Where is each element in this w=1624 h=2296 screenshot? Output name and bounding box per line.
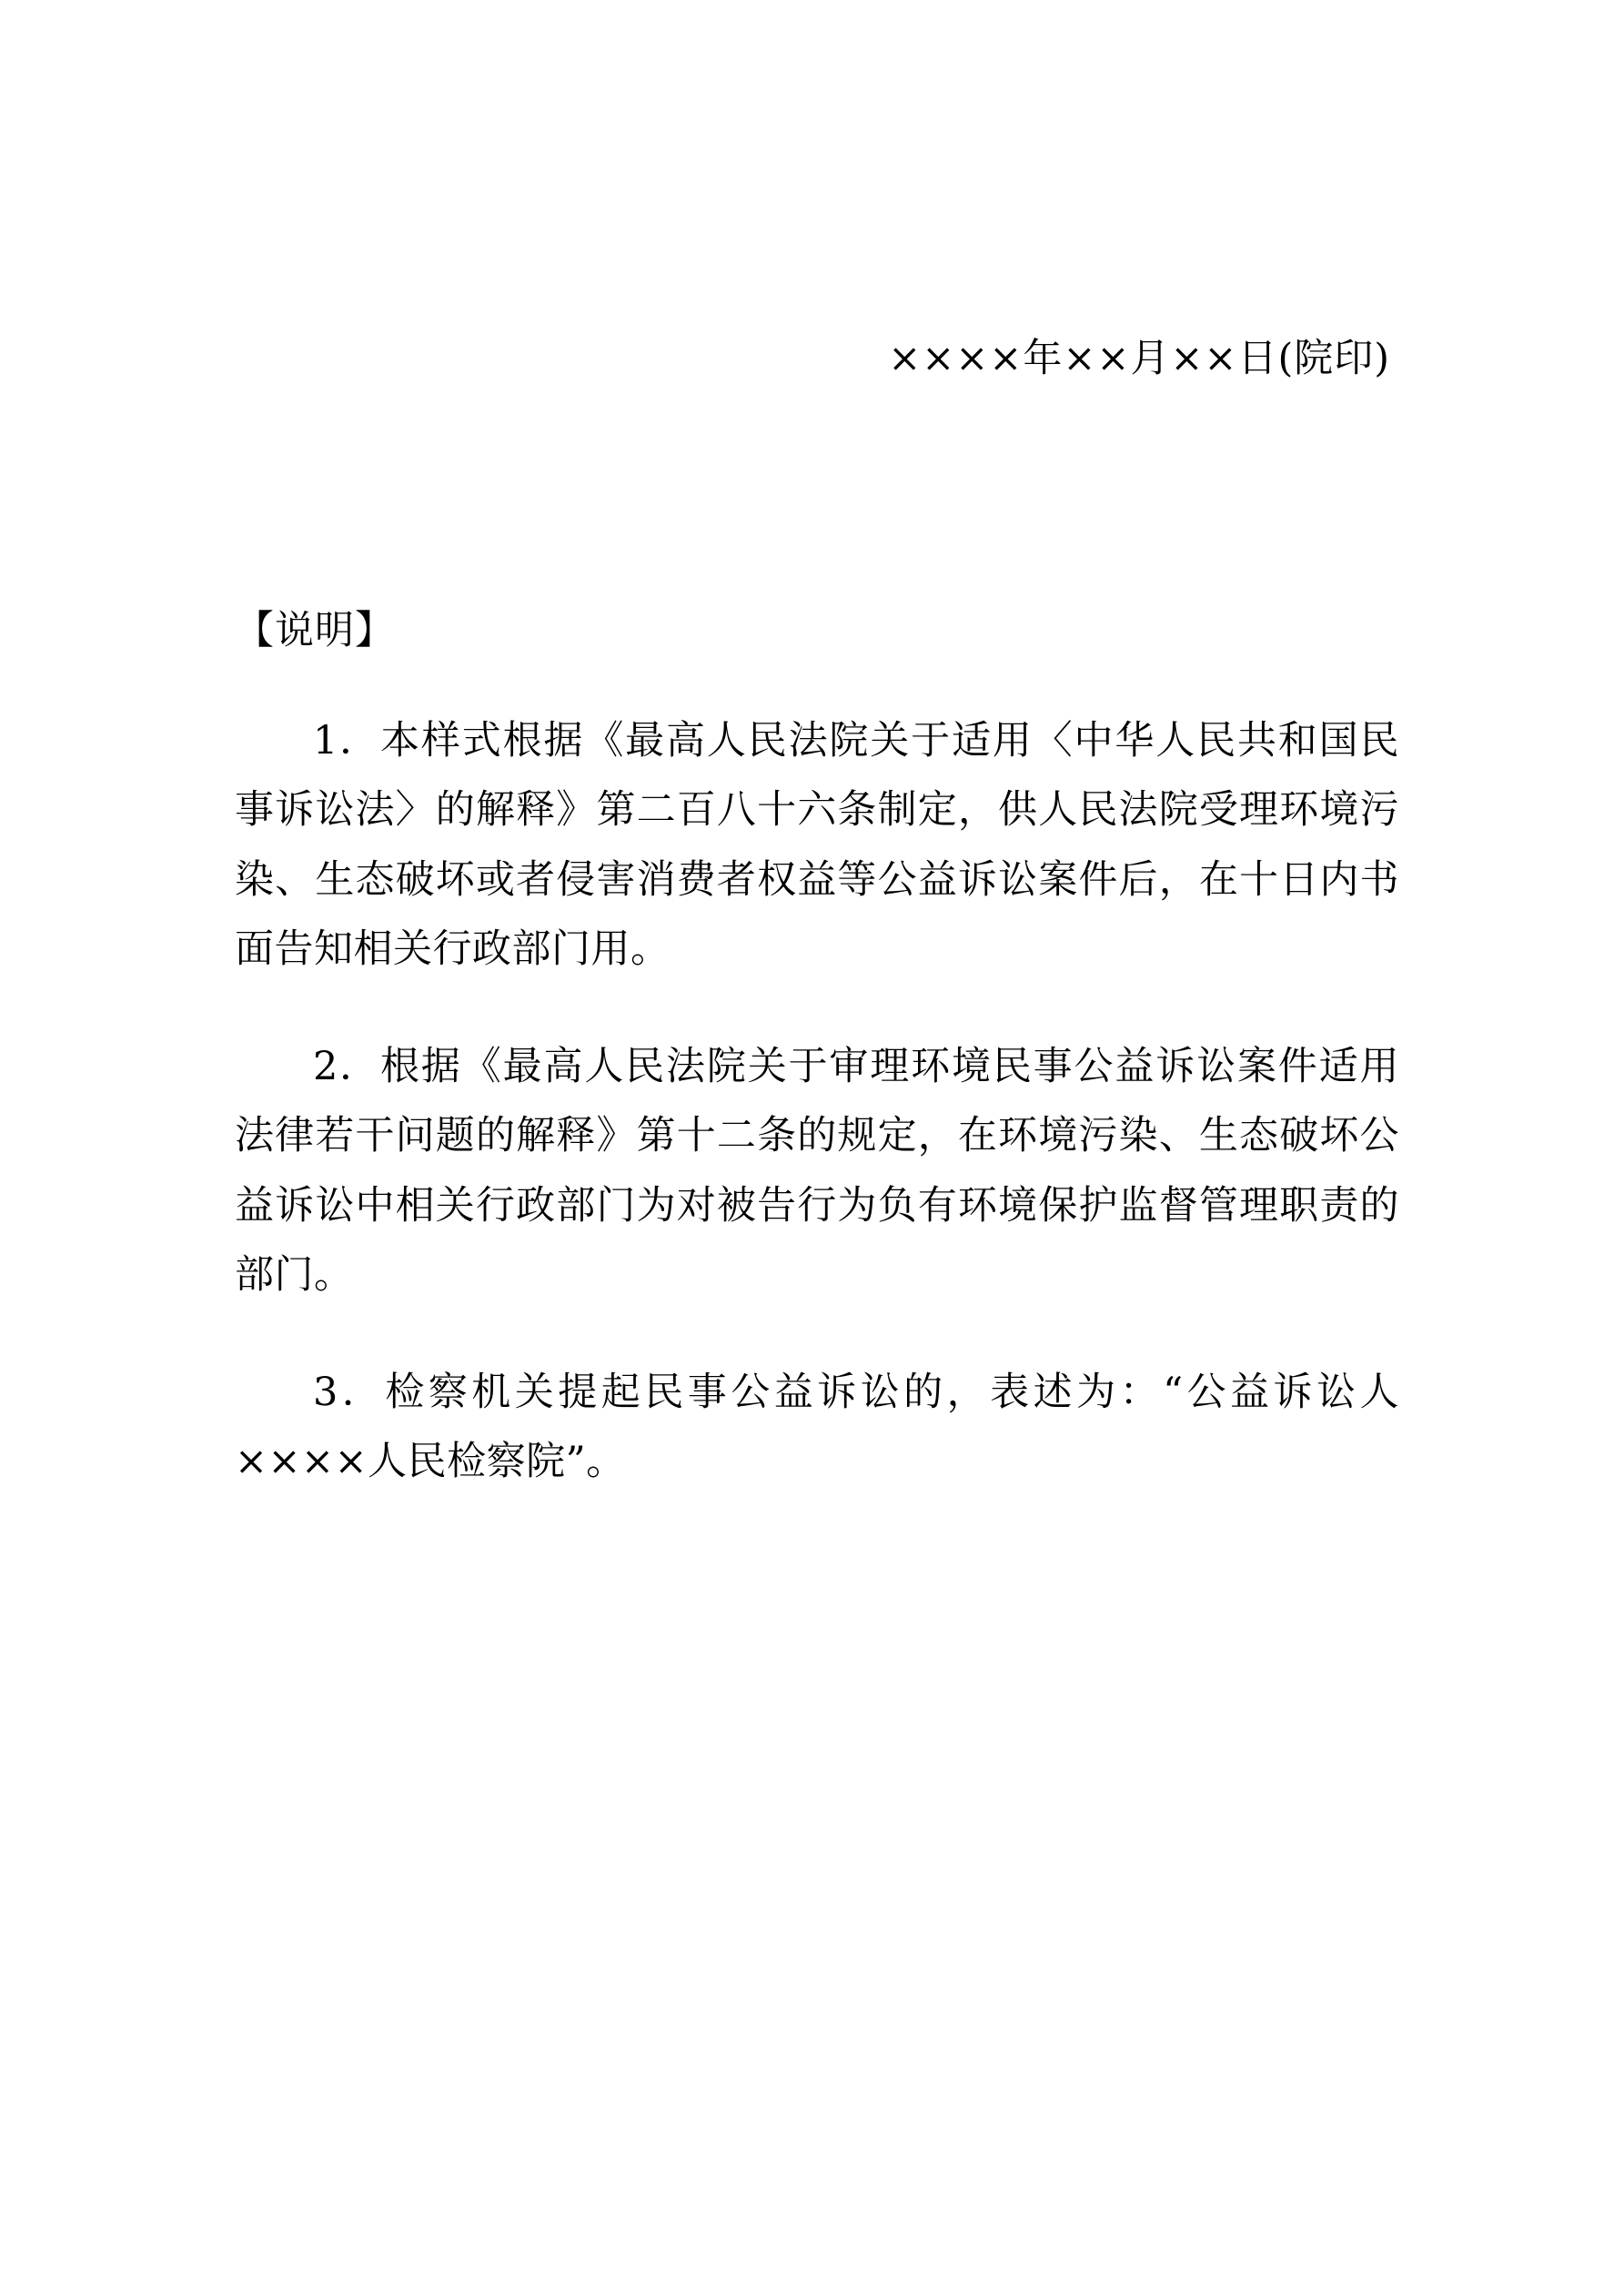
note-paragraph-3: 3．检察机关提起民事公益诉讼的，表述为：“公益诉讼人××××人民检察院”。 [235,1369,1399,1485]
note-paragraph-2: 2．根据《最高人民法院关于审理环境民事公益诉讼案件适用法律若干问题的解释》第十二条的规定，在环境污染、生态破坏公益诉讼中相关行政部门为对被告行为负有环境保护监督管理职责的部门。 [235,1043,1399,1299]
notes-heading: 【说明】 [235,607,395,653]
document-body [235,0,1399,1536]
seal-date-line: ××××年××月××日(院印) [888,336,1390,381]
note-paragraph-1: 1．本样式根据《最高人民法院关于适用〈中华人民共和国民事诉讼法〉的解释》第二百八十六条制定，供人民法院受理环境污染、生态破坏或者侵害消费者权益等公益诉讼案件后，在十日内书面告知相关行政部门用。 [235,717,1399,973]
